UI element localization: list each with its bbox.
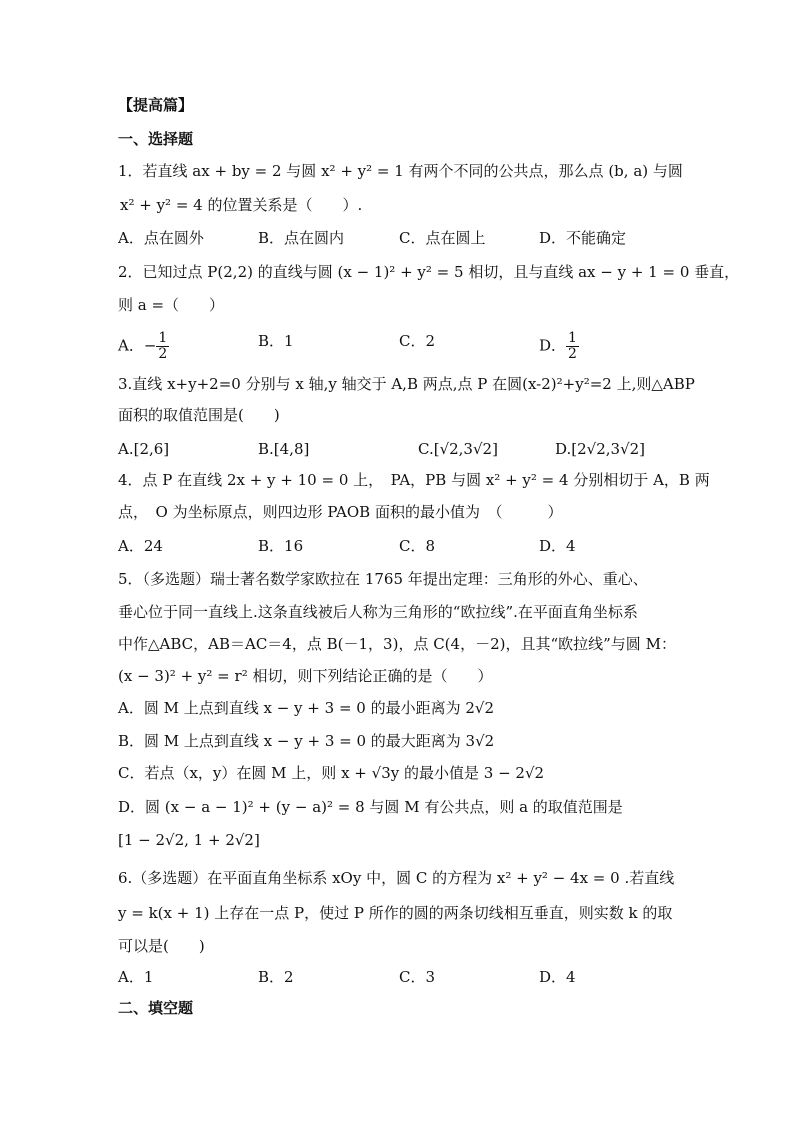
q4-option-c[interactable]: C．8 <box>399 537 436 555</box>
q2-option-a[interactable] <box>118 331 169 362</box>
q4-option-d[interactable]: D．4 <box>539 537 576 555</box>
q3-line-2: 面积的取值范围是( ) <box>118 406 280 424</box>
q2-option-a-label: A． <box>118 336 144 355</box>
q3-option-d[interactable]: D.[2√2,3√2] <box>555 440 646 458</box>
q5-option-d-range: [1 − 2√2, 1 + 2√2] <box>118 831 260 849</box>
q3-option-b[interactable]: B.[4,8] <box>258 440 310 458</box>
q2-options <box>118 331 678 365</box>
q1-option-d[interactable]: D．不能确定 <box>539 229 627 247</box>
q4-line-1: 4．点 P 在直线 2x + y + 10 = 0 上， PA，PB 与圆 x² + y² = 4 分别相切于 A，B 两 <box>118 471 710 489</box>
section-title-fill-in: 二、填空题 <box>118 999 194 1017</box>
q5-option-c[interactable]: C．若点（x，y）在圆 M 上，则 x + √3y 的最小值是 3 − 2√2 <box>118 764 545 782</box>
q6-option-d[interactable]: D．4 <box>539 968 576 986</box>
q2-line-1: 2．已知过点 P(2,2) 的直线与圆 (x − 1)² + y² = 5 相切，且与直线 ax − y + 1 = 0 垂直， <box>118 263 740 281</box>
q1-line-2: x² + y² = 4 的位置关系是（ ）. <box>120 196 363 214</box>
q1-option-a[interactable]: A．点在圆外 <box>118 229 204 247</box>
q1-options <box>118 228 678 262</box>
q2-option-b[interactable]: B．1 <box>258 332 294 350</box>
q4-option-a[interactable]: A．24 <box>118 537 163 555</box>
q6-option-b[interactable]: B．2 <box>258 968 294 986</box>
q2-option-a-denominator: 2 <box>158 346 168 362</box>
q4-line-2: 点， O 为坐标原点，则四边形 PAOB 面积的最小值为 （ ） <box>118 503 563 521</box>
q2-line-2: 则 a =（ ） <box>118 296 225 314</box>
q2-option-a-numerator: 1 <box>158 330 168 346</box>
section-heading-tigao: 【提高篇】 <box>118 96 194 114</box>
q1-option-b[interactable]: B．点在圆内 <box>258 229 345 247</box>
q6-line-1: 6.（多选题）在平面直角坐标系 xOy 中，圆 C 的方程为 x² + y² − 4x = 0 .若直线 <box>118 869 675 887</box>
q6-line-3: 可以是( ) <box>118 937 205 955</box>
q5-option-a[interactable]: A．圆 M 上点到直线 x − y + 3 = 0 的最小距离为 2√2 <box>118 699 495 717</box>
q5-line-2: 垂心位于同一直线上.这条直线被后人称为三角形的“欧拉线”.在平面直角坐标系 <box>118 603 638 621</box>
q2-option-a-sign: − <box>143 336 157 355</box>
q5-line-4: (x − 3)² + y² = r² 相切，则下列结论正确的是（ ） <box>118 667 493 685</box>
q5-option-b[interactable]: B．圆 M 上点到直线 x − y + 3 = 0 的最大距离为 3√2 <box>118 732 495 750</box>
q2-option-d[interactable] <box>539 331 579 362</box>
q1-line-1: 1．若直线 ax + by = 2 与圆 x² + y² = 1 有两个不同的公共点，那么点 (b, a) 与圆 <box>118 162 683 180</box>
q2-option-a-fraction <box>156 331 169 362</box>
q5-line-3: 中作△ABC，AB＝AC＝4，点 B(－1，3)，点 C(4，－2)，且其“欧拉线”与圆 M： <box>118 635 676 653</box>
q5-line-1: 5．（多选题）瑞士著名数学家欧拉在 1765 年提出定理：三角形的外心、重心、 <box>118 570 648 588</box>
q6-option-a[interactable]: A．1 <box>118 968 154 986</box>
q2-option-d-numerator: 1 <box>568 330 577 346</box>
q3-line-1: 3.直线 x+y+2=0 分别与 x 轴,y 轴交于 A,B 两点,点 P 在圆(x-2)²+y²=2 上,则△ABP <box>118 375 695 393</box>
q5-option-d[interactable]: D．圆 (x − a − 1)² + (y − a)² = 8 与圆 M 有公共点，则 a 的取值范围是 <box>118 798 623 816</box>
section-title-choice: 一、选择题 <box>118 130 194 148</box>
q4-options <box>118 536 678 570</box>
q3-option-a[interactable]: A.[2,6] <box>118 440 170 458</box>
q1-option-c[interactable]: C．点在圆上 <box>399 229 486 247</box>
q2-option-d-denominator: 2 <box>568 346 577 362</box>
q2-option-d-fraction <box>566 331 579 362</box>
q6-options <box>118 967 678 1001</box>
q6-line-2: y = k(x + 1) 上存在一点 P，使过 P 所作的圆的两条切线相互垂直，则实数 k 的取 <box>118 904 673 922</box>
q6-option-c[interactable]: C．3 <box>399 968 436 986</box>
q4-option-b[interactable]: B．16 <box>258 537 304 555</box>
q3-option-c[interactable]: C.[√2,3√2] <box>418 440 498 458</box>
q3-options <box>118 439 678 473</box>
q2-option-d-label: D． <box>539 336 567 355</box>
q2-option-c[interactable]: C．2 <box>399 332 436 350</box>
